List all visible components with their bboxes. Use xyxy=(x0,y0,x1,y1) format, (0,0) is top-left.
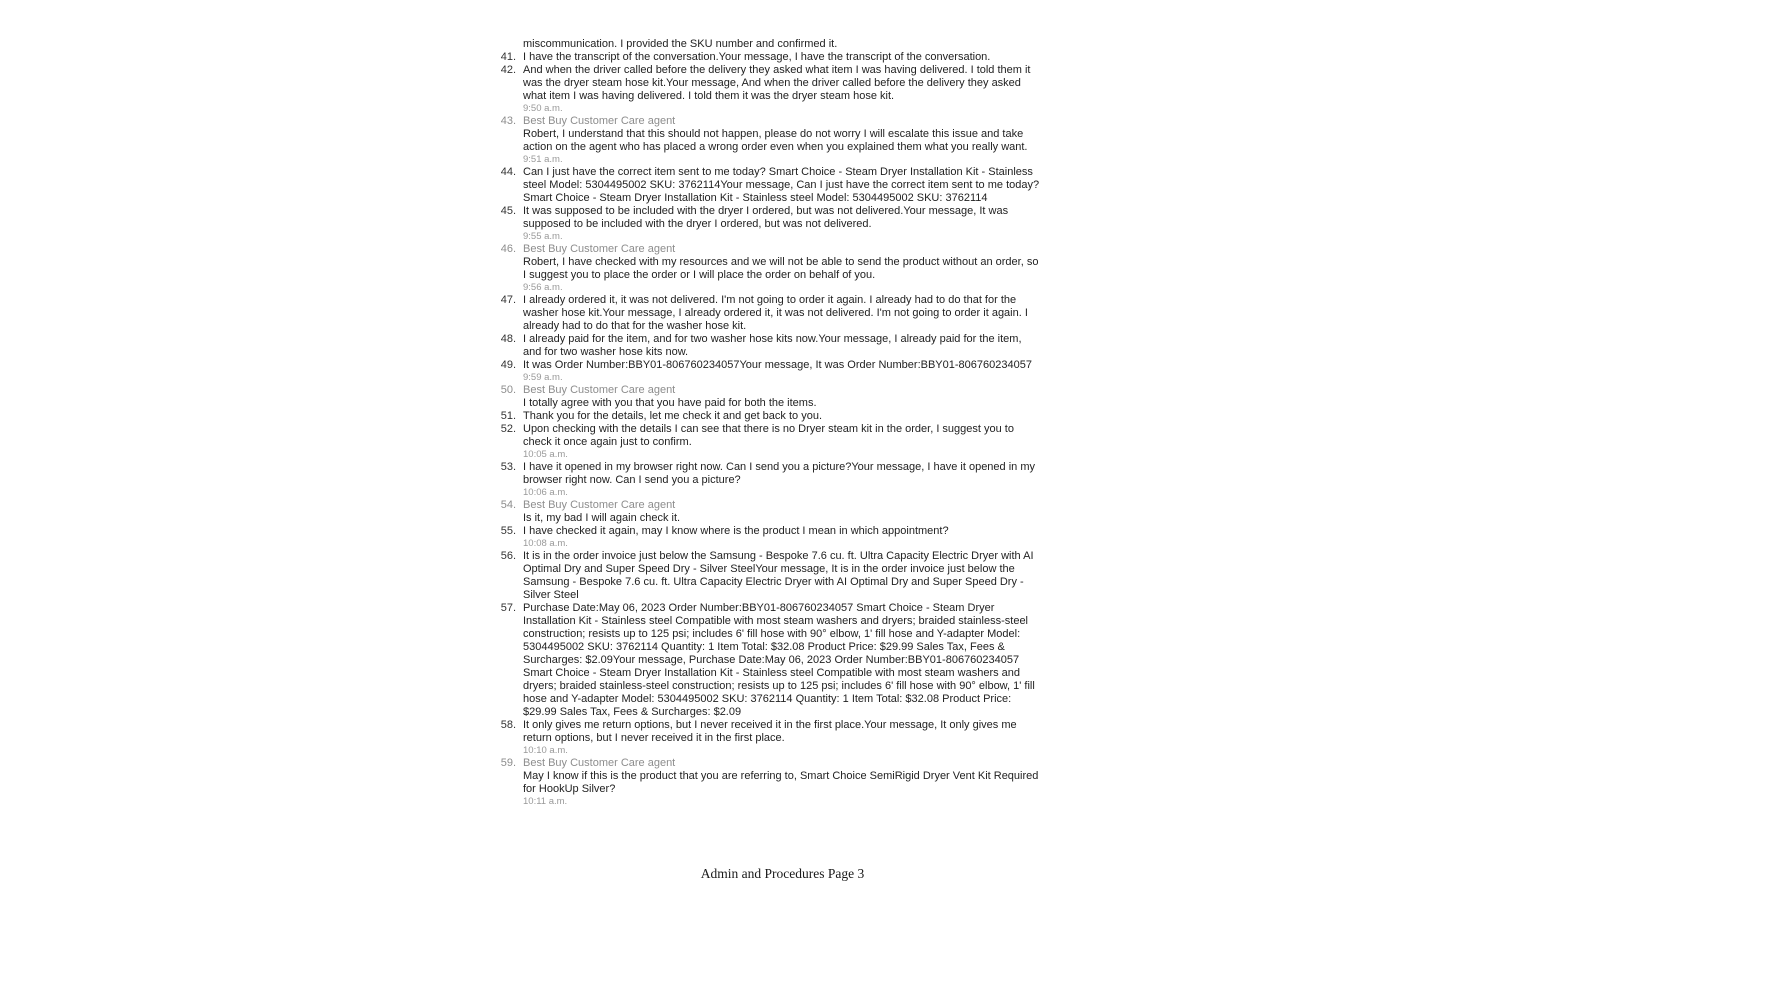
transcript-item xyxy=(480,243,1042,294)
item-number: 57. xyxy=(500,602,516,614)
item-number: 56. xyxy=(500,550,516,562)
item-timestamp: 10:06 a.m. xyxy=(523,487,568,498)
item-text: It is in the order invoice just below the Samsung - Bespoke 7.6 cu. ft. Ultra Capacity Electric Dryer with AI Optimal Dry and Super Speed Dry - Silver SteelYour message, It is in the order invoice just below the Samsung - Bespoke 7.6 cu. ft. Ultra Capacity Electric Dryer with AI Optimal Dry and Super Speed Dry - Silver Steel xyxy=(523,550,1034,601)
agent-label: Best Buy Customer Care agent xyxy=(523,757,676,769)
item-timestamp: 9:55 a.m. xyxy=(523,231,563,242)
item-body xyxy=(523,64,1042,115)
agent-label: Best Buy Customer Care agent xyxy=(523,384,676,396)
agent-label: Best Buy Customer Care agent xyxy=(523,115,676,127)
transcript-list xyxy=(480,51,1042,808)
item-timestamp: 10:10 a.m. xyxy=(523,745,568,756)
item-number: 41. xyxy=(500,51,516,63)
transcript-item xyxy=(480,550,1042,602)
item-text: It only gives me return options, but I never received it in the first place.Your message, It only gives me return options, but I never received it in the first place. xyxy=(523,719,1017,744)
transcript-item xyxy=(480,423,1042,461)
item-body xyxy=(523,205,1042,243)
item-number: 54. xyxy=(500,499,516,511)
item-number: 58. xyxy=(500,719,516,731)
agent-label: Best Buy Customer Care agent xyxy=(523,499,676,511)
item-timestamp: 9:59 a.m. xyxy=(523,372,563,383)
transcript-item xyxy=(480,719,1042,757)
item-number: 53. xyxy=(500,461,516,473)
transcript-item xyxy=(480,499,1042,525)
transcript-item xyxy=(480,166,1042,205)
item-text: It was Order Number:BBY01-806760234057Your message, It was Order Number:BBY01-806760234057 xyxy=(523,359,1032,371)
item-text: And when the driver called before the delivery they asked what item I was having delivered. I told them it was the dryer steam hose kit.Your message, And when the driver called before the delivery they asked what item I was having delivered. I told them it was the dryer steam hose kit. xyxy=(523,64,1031,102)
transcript-item xyxy=(480,294,1042,333)
transcript-item xyxy=(480,51,1042,64)
item-number: 59. xyxy=(500,757,516,769)
item-number: 52. xyxy=(500,423,516,435)
item-text: I already ordered it, it was not delivered. I'm not going to order it again. I already had to do that for the washer hose kit.Your message, I already ordered it, it was not delivered. I'm not going to order it again. I already had to do that for the washer hose kit. xyxy=(523,294,1028,332)
item-text: Robert, I understand that this should not happen, please do not worry I will escalate this issue and take action on the agent who has placed a wrong order even when you explained them what you really want. xyxy=(523,128,1028,153)
transcript-item xyxy=(480,384,1042,410)
page-footer: Admin and Procedures Page 3 xyxy=(700,866,865,881)
agent-label: Best Buy Customer Care agent xyxy=(523,243,676,255)
transcript-item xyxy=(480,115,1042,166)
item-timestamp: 10:08 a.m. xyxy=(523,538,568,549)
transcript-item xyxy=(480,757,1042,808)
transcript-item xyxy=(480,525,1042,550)
item-body xyxy=(523,602,1042,719)
item-text: Purchase Date:May 06, 2023 Order Number:BBY01-806760234057 Smart Choice - Steam Dryer Installation Kit - Stainless steel Compatible with most steam washers and dryers; braided stainless-steel construction; resists up to 125 psi; includes 6' fill hose with 90° elbow, 1' fill hose and Y-adapter Model: 5304495002 SKU: 3762114 Quantity: 1 Item Total: $32.08 Product Price: $29.99 Sales Tax, Fees & Surcharges: $2.09Your message, Purchase Date:May 06, 2023 Order Number:BBY01-806760234057 Smart Choice - Steam Dryer Installation Kit - Stainless steel Compatible with most steam washers and dryers; braided stainless-steel construction; resists up to 125 psi; includes 6' fill hose with 90° elbow, 1' fill hose and Y-adapter Model: 5304495002 SKU: 3762114 Quantity: 1 Item Total: $32.08 Product Price: $29.99 Sales Tax, Fees & Surcharges: $2.09 xyxy=(523,602,1035,718)
item-number: 44. xyxy=(500,166,516,178)
item-body xyxy=(523,410,1042,423)
document-page xyxy=(480,38,1042,808)
item-text: I have the transcript of the conversation.Your message, I have the transcript of the conversation. xyxy=(523,51,991,63)
item-timestamp: 9:56 a.m. xyxy=(523,282,563,293)
item-text: I already paid for the item, and for two washer hose kits now.Your message, I already paid for the item, and for two washer hose kits now. xyxy=(523,333,1022,358)
item-number: 48. xyxy=(500,333,516,345)
transcript-item xyxy=(480,602,1042,719)
item-number: 50. xyxy=(500,384,516,396)
item-body xyxy=(523,333,1042,359)
item-number: 55. xyxy=(500,525,516,537)
item-number: 46. xyxy=(500,243,516,255)
item-body xyxy=(523,423,1042,461)
item-timestamp: 10:11 a.m. xyxy=(523,796,568,807)
item-body xyxy=(523,115,1042,166)
item-body xyxy=(523,719,1042,757)
item-number: 45. xyxy=(500,205,516,217)
item-number: 42. xyxy=(500,64,516,76)
item-timestamp: 9:51 a.m. xyxy=(523,154,563,165)
item-timestamp: 9:50 a.m. xyxy=(523,103,563,114)
item-text: Is it, my bad I will again check it. xyxy=(523,512,681,524)
item-number: 43. xyxy=(500,115,516,127)
item-body xyxy=(523,384,1042,410)
transcript-item xyxy=(480,359,1042,384)
item-text: Thank you for the details, let me check it and get back to you. xyxy=(523,410,822,422)
item-timestamp: 10:05 a.m. xyxy=(523,449,568,460)
item-body xyxy=(523,525,1042,550)
transcript-item xyxy=(480,333,1042,359)
item-text: Can I just have the correct item sent to me today? Smart Choice - Steam Dryer Installation Kit - Stainless steel Model: 5304495002 SKU: 3762114Your message, Can I just have the correct item sent to me today? Smart Choice - Steam Dryer Installation Kit - Stainless steel Model: 5304495002 SKU: 3762114 xyxy=(523,166,1040,204)
item-body xyxy=(523,550,1042,602)
transcript-item xyxy=(480,64,1042,115)
item-text: I have checked it again, may I know where is the product I mean in which appointment? xyxy=(523,525,949,537)
transcript-item xyxy=(480,205,1042,243)
item-body xyxy=(523,757,1042,808)
item-text: It was supposed to be included with the dryer I ordered, but was not delivered.Your message, It was supposed to be included with the dryer I ordered, but was not delivered. xyxy=(523,205,1009,230)
item-text: Upon checking with the details I can see that there is no Dryer steam kit in the order, I suggest you to check it once again just to confirm. xyxy=(523,423,1014,448)
item-number: 49. xyxy=(500,359,516,371)
item-text: I have it opened in my browser right now. Can I send you a picture?Your message, I have it opened in my browser right now. Can I send you a picture? xyxy=(523,461,1035,486)
item-body xyxy=(523,499,1042,525)
item-number: 47. xyxy=(500,294,516,306)
item-body xyxy=(523,294,1042,333)
item-body xyxy=(523,359,1042,384)
item-text: Robert, I have checked with my resources and we will not be able to send the product without an order, so I suggest you to place the order or I will place the order on behalf of you. xyxy=(523,256,1039,281)
item-body xyxy=(523,166,1042,205)
item-body xyxy=(523,51,1042,64)
transcript-item xyxy=(480,461,1042,499)
item-text: I totally agree with you that you have paid for both the items. xyxy=(523,397,817,409)
item-number: 51. xyxy=(500,410,516,422)
item-text: May I know if this is the product that you are referring to, Smart Choice SemiRigid Dryer Vent Kit Required for HookUp Silver? xyxy=(523,770,1039,795)
transcript-item xyxy=(480,410,1042,423)
continuation-line: miscommunication. I provided the SKU number and confirmed it. xyxy=(523,38,838,50)
item-body xyxy=(523,243,1042,294)
item-body xyxy=(523,461,1042,499)
